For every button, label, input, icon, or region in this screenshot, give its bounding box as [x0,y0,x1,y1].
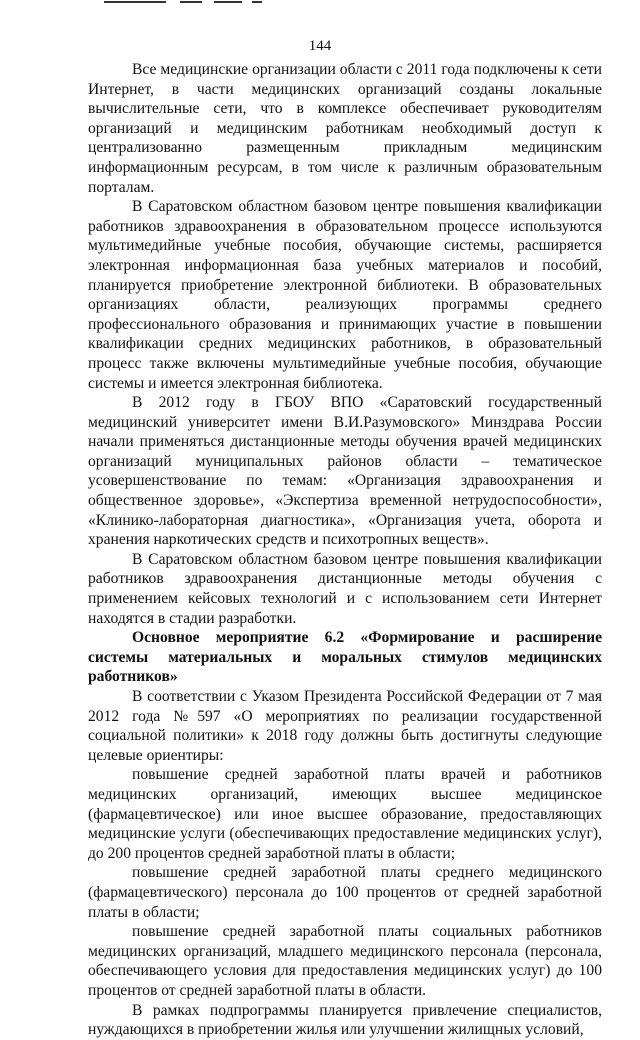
paragraph-training-center-multimedia: В Саратовском областном базовом центре повышения квалификации работников здравоохранения в образовательном процессе используются мультимедийные учебные пособия, обучающие системы, расширяется электронная информационная база учебных материалов и пособий, планируется приобретение электронной библиотеки. В образовательных организациях области, реализующих программы среднего профессионального образования и принимающих участие в повышении квалификации средних медицинских работников, в образовательный процесс также включены мультимедийные учебные пособия, обучающие системы и имеется электронная библиотека. [88,198,602,392]
section-heading: Основное мероприятие 6.2 «Формирование и расширение системы материальных и моральных стимулов медицинских работников» [88,629,602,686]
paragraph-doctor-salary-target: повышение средней заработной платы врачей и работников медицинских организаций, имеющих высшее медицинское (фармацевтическое) или иное высшее образование, предоставляющих медицинские услуги (обеспечивающих предоставление медицинских услуг), до 200 процентов средней заработной платы в области; [88,766,602,862]
scan-edge-marks [0,0,640,6]
paragraph-junior-staff-salary-target: повышение средней заработной платы социальных работников медицинских организаций, младшего медицинского персонала (персонала, обеспечивающего условия для предоставления медицинских услуг) до 100 процентов от средней заработной платы в области. [88,923,602,999]
paragraph-presidential-decree: В соответствии с Указом Президента Российской Федерации от 7 мая 2012 года №597 «О мероприятиях по реализации государственной социальной политики» к 2018 году должны быть достигнуты следующие целевые ориентиры: [88,688,602,764]
paragraph-nurse-salary-target: повышение средней заработной платы среднего медицинского (фармацевтического) персонала до 100 процентов от средней заработной платы в области; [88,864,602,921]
document-body [88,60,602,1040]
paragraph-case-technologies: В Саратовском областном базовом центре повышения квалификации работников здравоохранения дистанционные методы обучения с применением кейсовых технологий и с использованием сети Интернет находятся в стадии разработки. [88,550,602,627]
paragraph-internet-connection: Все медицинские организации области с 2011 года подключены к сети Интернет, в части медицинских организаций созданы локальные вычислительные сети, что в комплексе обеспечивает руководителям организаций и медицинским работникам необходимый доступ к централизованно размещенным прикладным медицинским информационным ресурсам, в том числе к различным образовательным порталам. [88,61,602,196]
paragraph-housing-program: В рамках подпрограммы планируется привлечение специалистов, нуждающихся в приобретении жилья или улучшении жилищных условий, [88,1001,602,1039]
page-number: 144 [308,38,332,54]
paragraph-university-distance-learning: В 2012 году в ГБОУ ВПО «Саратовский государственный медицинский университет имени В.И.Разумовского» Минздрава России начали применяться дистанционные методы обучения врачей медицинских организаций муниципальных районов области – тематическое усовершенствование по темам: «Организация здравоохранения и общественное здоровье», «Экспертиза временной нетрудоспособности», «Клинико-лабораторная диагностика», «Организация учета, оборота и хранения наркотических средств и психотропных веществ». [88,394,602,549]
